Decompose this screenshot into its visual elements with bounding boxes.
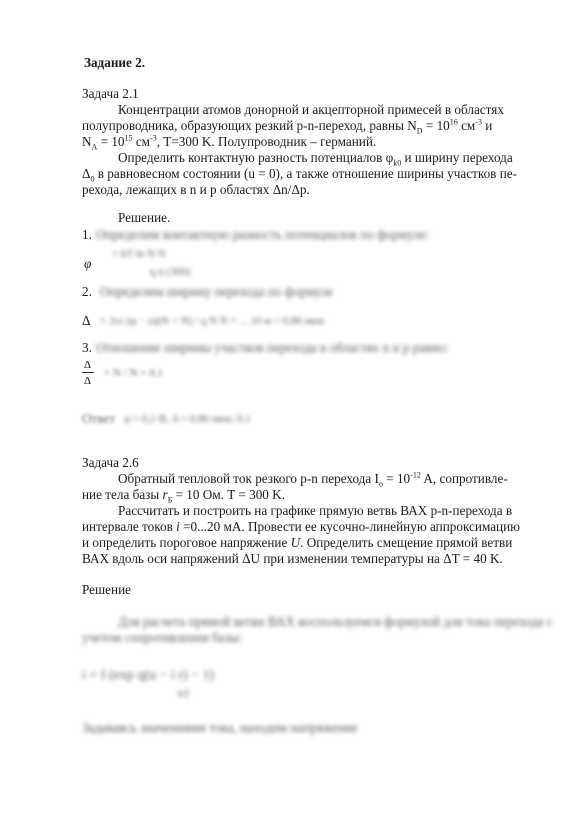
task-2-6-line-5: и определить пороговое напряжение U. Определить смещение прямой ветви [82, 535, 513, 550]
solution-2-formula-denominator: kT [178, 688, 191, 700]
phi-formula-top: = kT ln N N [112, 248, 166, 260]
answer-value: φ = 0,2 В; Δ = 0,86 мкм; 0,1 [124, 413, 251, 425]
task-2-1-line-6: рехода, лежащих в n и p областях Δn/Δp. [82, 182, 310, 197]
task-2-6-line-1: Обратный тепловой ток резкого p-n перехода $I_o = 10^{-12}$ A, сопротивле- [118, 470, 508, 489]
solution-1-step-2-number: 2. [82, 284, 92, 299]
solution-2-formula: i = I (exp q(u − i r) − 1) [82, 668, 215, 683]
delta-formula: = 2εε (φ − u)(N + N) / q N N = ... 10 м = 0,86 мкм [100, 315, 325, 327]
solution-1-step-2-text: Определим ширину перехода по формуле [100, 284, 334, 299]
solution-1-step-1-text: Определим контактную разность потенциалов по формуле: [96, 227, 430, 242]
phi-symbol: φ [84, 256, 92, 271]
task-2-6-line-3: Рассчитать и построить на графике прямую ветвь ВАХ p-n-перехода в [118, 503, 513, 518]
task-2-1-line-1: Концентрации атомов донорной и акцепторной примесей в областях [118, 102, 504, 117]
solution-2-line-1: Для расчета прямой ветви ВАХ воспользуемся формулой для тока перехода с [118, 614, 553, 629]
solution-2-title: Решение [82, 582, 131, 597]
task-2-1-title: Задача 2.1 [82, 86, 139, 101]
task-2-6-line-4: интервале токов i =0...20 мА. Провести ее кусочно-линейную аппроксимацию [82, 519, 521, 534]
task-2-1-line-3: $N_A = 10^{15}$ $см^{-3}$, T=300 K. Полупроводник – германий. [82, 133, 377, 152]
phi-formula-bottom: q n (300) [150, 266, 191, 278]
task-2-1-line-5: $\Delta_0$ в равновесном состоянии (u = 0), а также отношение ширины участков пе- [82, 166, 518, 184]
solution-2-line-2: учетом сопротивления базы: [82, 630, 243, 645]
fraction-rhs: = N / N = 0,1 [104, 367, 163, 379]
task-2-1-line-2: полупроводника, образующих резкий p-n-переход, равны $N_D = 10^{16}$ $см^{-3}$ и [82, 117, 493, 136]
fraction-top: Δ [84, 359, 92, 371]
task-2-6-line-6: ВАХ вдоль оси напряжений ΔU при изменении температуры на ΔT = 40 K. [82, 551, 503, 566]
solution-2-line-3: Задаваясь значениями тока, находим напряжение [82, 720, 358, 735]
fraction-bottom: Δ [84, 375, 92, 387]
solution-1-step-3-text: Отношение ширины участков перехода в областях n и p равно: [96, 340, 449, 355]
solution-1-step-1-number: 1. [82, 227, 92, 242]
answer-label: Ответ [82, 411, 116, 426]
delta-symbol: Δ [82, 313, 91, 328]
task-2-6-title: Задача 2.6 [82, 455, 139, 470]
assignment-heading: Задание 2. [84, 55, 146, 70]
solution-1-step-3-number: 3. [82, 340, 92, 355]
task-2-1-line-4: Определить контактную разность потенциалов $\varphi_{k0}$ и ширину перехода [118, 150, 513, 168]
task-2-6-line-2: ние тела базы $r_Б = 10$ Ом. T = 300 K. [82, 487, 286, 505]
solution-1-title: Решение. [118, 210, 171, 225]
